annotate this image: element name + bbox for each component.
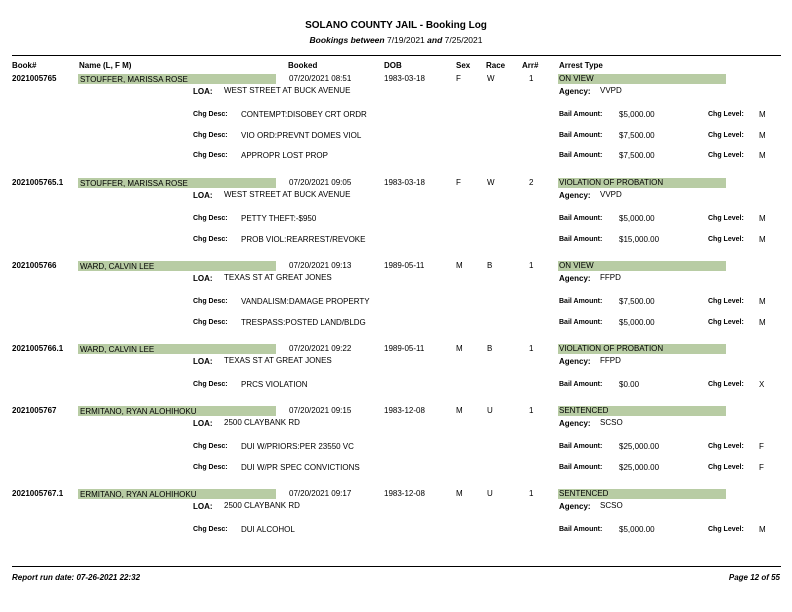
chg-level-label: Chg Level: [708, 132, 744, 139]
booked-datetime: 07/20/2021 09:17 [289, 489, 352, 498]
agency-label: Agency: [559, 357, 591, 366]
charge-description: DUI ALCOHOL [241, 525, 295, 534]
arrest-number: 1 [529, 74, 534, 83]
race-value: W [487, 74, 495, 83]
chg-level-label: Chg Level: [708, 319, 744, 326]
inmate-name: WARD, CALVIN LEE [80, 262, 155, 271]
booked-datetime: 07/20/2021 09:13 [289, 261, 352, 270]
chg-desc-label: Chg Desc: [193, 132, 228, 139]
bail-amount: $0.00 [619, 380, 640, 389]
charge-level: F [759, 463, 764, 472]
loa-value: 2500 CLAYBANK RD [224, 501, 300, 510]
loa-label: LOA: [193, 357, 213, 366]
bail-amount: $25,000.00 [619, 463, 660, 472]
arrest-number: 1 [529, 406, 534, 415]
loa-value: TEXAS ST AT GREAT JONES [224, 356, 332, 365]
loa-label: LOA: [193, 87, 213, 96]
chg-desc-label: Chg Desc: [193, 298, 228, 305]
date-from: 7/19/2021 [386, 35, 425, 45]
bail-amount: $7,500.00 [619, 297, 655, 306]
arrest-type: ON VIEW [559, 74, 594, 83]
bail-amount: $5,000.00 [619, 214, 655, 223]
arrest-number: 1 [529, 261, 534, 270]
report-title: SOLANO COUNTY JAIL - Booking Log [305, 20, 487, 31]
charge-level: M [759, 525, 766, 534]
bail-amount: $5,000.00 [619, 110, 655, 119]
book-number: 2021005765 [12, 74, 57, 83]
col-header-race: Race [486, 61, 506, 70]
sex-value: M [456, 261, 463, 270]
race-value: U [487, 489, 493, 498]
bail-amount: $5,000.00 [619, 525, 655, 534]
date-of-birth: 1983-12-08 [384, 406, 425, 415]
inmate-name: STOUFFER, MARISSA ROSE [80, 179, 188, 188]
booked-datetime: 07/20/2021 08:51 [289, 74, 352, 83]
chg-desc-label: Chg Desc: [193, 111, 228, 118]
agency-label: Agency: [559, 274, 591, 283]
chg-desc-label: Chg Desc: [193, 215, 228, 222]
arrest-type: VIOLATION OF PROBATION [559, 344, 664, 353]
charge-description: VANDALISM:DAMAGE PROPERTY [241, 297, 370, 306]
agency-label: Agency: [559, 87, 591, 96]
col-header-sex: Sex [456, 61, 471, 70]
bail-amount: $7,500.00 [619, 131, 655, 140]
arrest-type: SENTENCED [559, 489, 609, 498]
chg-level-label: Chg Level: [708, 152, 744, 159]
bail-amount-label: Bail Amount: [559, 443, 603, 450]
col-header-name: Name (L, F M) [79, 61, 132, 70]
bail-amount: $5,000.00 [619, 318, 655, 327]
chg-desc-label: Chg Desc: [193, 319, 228, 326]
agency-label: Agency: [559, 191, 591, 200]
charge-level: M [759, 214, 766, 223]
date-of-birth: 1983-03-18 [384, 74, 425, 83]
charge-level: M [759, 297, 766, 306]
charge-description: VIO ORD:PREVNT DOMES VIOL [241, 131, 362, 140]
arrest-type: VIOLATION OF PROBATION [559, 178, 664, 187]
charge-level: M [759, 110, 766, 119]
charge-level: M [759, 151, 766, 160]
chg-level-label: Chg Level: [708, 443, 744, 450]
sex-value: M [456, 344, 463, 353]
sex-value: M [456, 406, 463, 415]
book-number: 2021005766.1 [12, 344, 64, 353]
bail-amount-label: Bail Amount: [559, 236, 603, 243]
chg-level-label: Chg Level: [708, 526, 744, 533]
page-number: Page 12 of 55 [728, 573, 780, 582]
bail-amount-label: Bail Amount: [559, 464, 603, 471]
bail-amount-label: Bail Amount: [559, 381, 603, 388]
header-rule [12, 55, 781, 56]
book-number: 2021005767.1 [12, 489, 64, 498]
col-header-arrest-type: Arrest Type [559, 61, 603, 70]
charge-description: PETTY THEFT:-$950 [241, 214, 317, 223]
loa-value: WEST STREET AT BUCK AVENUE [224, 190, 351, 199]
agency-value: SCSO [600, 418, 623, 427]
inmate-name: ERMITANO, RYAN ALOHIHOKU [80, 490, 197, 499]
charge-description: APPROPR LOST PROP [241, 151, 328, 160]
race-value: W [487, 178, 495, 187]
chg-level-label: Chg Level: [708, 111, 744, 118]
subtitle-prefix: Bookings between [309, 35, 385, 45]
loa-label: LOA: [193, 419, 213, 428]
chg-level-label: Chg Level: [708, 215, 744, 222]
booked-datetime: 07/20/2021 09:05 [289, 178, 352, 187]
arrest-type: ON VIEW [559, 261, 594, 270]
col-header-arr: Arr# [522, 61, 539, 70]
date-of-birth: 1989-05-11 [384, 344, 425, 353]
race-value: B [487, 344, 493, 353]
chg-desc-label: Chg Desc: [193, 526, 228, 533]
charge-description: DUI W/PR SPEC CONVICTIONS [241, 463, 360, 472]
agency-value: VVPD [600, 190, 622, 199]
charge-level: M [759, 131, 766, 140]
agency-label: Agency: [559, 419, 591, 428]
arrest-number: 2 [529, 178, 534, 187]
footer-rule [12, 566, 781, 567]
date-of-birth: 1983-12-08 [384, 489, 425, 498]
loa-value: TEXAS ST AT GREAT JONES [224, 273, 332, 282]
bail-amount-label: Bail Amount: [559, 298, 603, 305]
bail-amount-label: Bail Amount: [559, 111, 603, 118]
bail-amount-label: Bail Amount: [559, 526, 603, 533]
bail-amount: $25,000.00 [619, 442, 660, 451]
arrest-number: 1 [529, 344, 534, 353]
arrest-number: 1 [529, 489, 534, 498]
loa-value: WEST STREET AT BUCK AVENUE [224, 86, 351, 95]
col-header-booked: Booked [288, 61, 318, 70]
charge-description: TRESPASS:POSTED LAND/BLDG [241, 318, 366, 327]
date-of-birth: 1983-03-18 [384, 178, 425, 187]
race-value: U [487, 406, 493, 415]
subtitle-and: and [427, 35, 443, 45]
chg-level-label: Chg Level: [708, 464, 744, 471]
loa-label: LOA: [193, 191, 213, 200]
bail-amount: $7,500.00 [619, 151, 655, 160]
inmate-name: STOUFFER, MARISSA ROSE [80, 75, 188, 84]
sex-value: F [456, 74, 461, 83]
chg-desc-label: Chg Desc: [193, 381, 228, 388]
loa-value: 2500 CLAYBANK RD [224, 418, 300, 427]
inmate-name: ERMITANO, RYAN ALOHIHOKU [80, 407, 197, 416]
loa-label: LOA: [193, 274, 213, 283]
bail-amount: $15,000.00 [619, 235, 660, 244]
inmate-name: WARD, CALVIN LEE [80, 345, 155, 354]
charge-description: CONTEMPT:DISOBEY CRT ORDR [241, 110, 367, 119]
report-run-date: Report run date: 07-26-2021 22:32 [12, 573, 141, 582]
charge-description: PROB VIOL:REARREST/REVOKE [241, 235, 366, 244]
book-number: 2021005766 [12, 261, 57, 270]
arrest-type: SENTENCED [559, 406, 609, 415]
sex-value: F [456, 178, 461, 187]
bail-amount-label: Bail Amount: [559, 215, 603, 222]
chg-desc-label: Chg Desc: [193, 443, 228, 450]
agency-value: FFPD [600, 273, 621, 282]
charge-level: X [759, 380, 765, 389]
col-header-book: Book# [12, 61, 37, 70]
book-number: 2021005765.1 [12, 178, 64, 187]
booked-datetime: 07/20/2021 09:15 [289, 406, 352, 415]
race-value: B [487, 261, 493, 270]
charge-description: PRCS VIOLATION [241, 380, 308, 389]
agency-value: FFPD [600, 356, 621, 365]
charge-level: M [759, 235, 766, 244]
report-subtitle [0, 35, 792, 45]
booked-datetime: 07/20/2021 09:22 [289, 344, 352, 353]
chg-level-label: Chg Level: [708, 298, 744, 305]
chg-desc-label: Chg Desc: [193, 152, 228, 159]
bail-amount-label: Bail Amount: [559, 132, 603, 139]
charge-level: M [759, 318, 766, 327]
charge-description: DUI W/PRIORS:PER 23550 VC [241, 442, 354, 451]
bail-amount-label: Bail Amount: [559, 319, 603, 326]
agency-label: Agency: [559, 502, 591, 511]
loa-label: LOA: [193, 502, 213, 511]
chg-level-label: Chg Level: [708, 236, 744, 243]
date-of-birth: 1989-05-11 [384, 261, 425, 270]
agency-value: VVPD [600, 86, 622, 95]
bail-amount-label: Bail Amount: [559, 152, 603, 159]
chg-desc-label: Chg Desc: [193, 236, 228, 243]
book-number: 2021005767 [12, 406, 57, 415]
col-header-dob: DOB [384, 61, 402, 70]
chg-level-label: Chg Level: [708, 381, 744, 388]
date-to: 7/25/2021 [444, 35, 483, 45]
charge-level: F [759, 442, 764, 451]
agency-value: SCSO [600, 501, 623, 510]
sex-value: M [456, 489, 463, 498]
chg-desc-label: Chg Desc: [193, 464, 228, 471]
